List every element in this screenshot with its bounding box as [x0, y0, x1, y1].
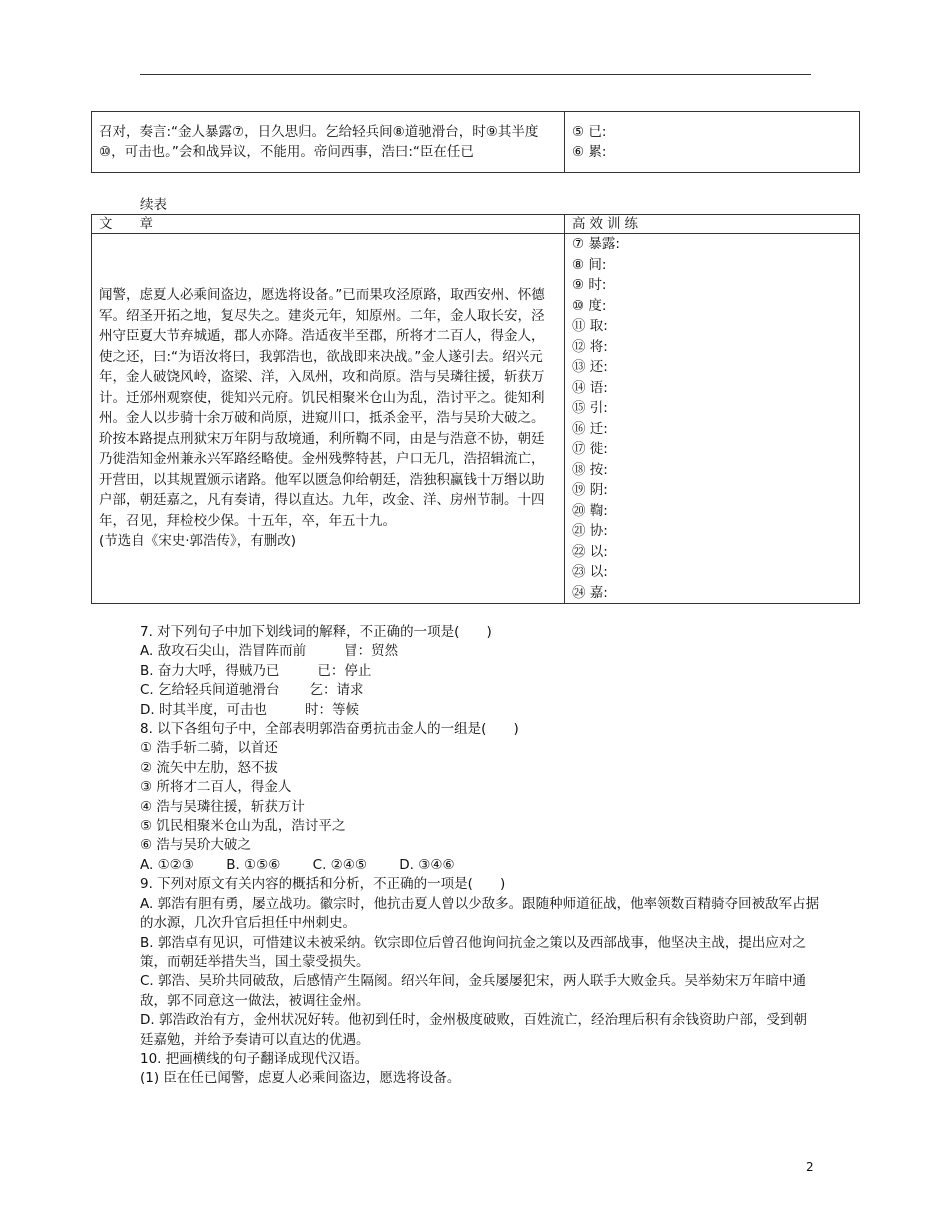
q7-option: B. 奋力大呼，得贼乃已 已：停止 — [140, 662, 372, 679]
q7-option: C. 乞给轻兵间道驰滑台 乞：请求 — [140, 682, 364, 699]
vocab-item: ⑭ 语: — [572, 379, 608, 396]
top-table-vocab — [565, 112, 860, 173]
questions — [140, 623, 820, 1089]
article-text: 闻警，虑夏人必乘间盗边，愿选将设备。”已而果攻泾原路，取西安州、怀德军。绍圣开拓之地，复尽失之。建炎元年，知原州。二年，金人取长安，泾州守臣夏大节弃城遁，郡人亦降。浩适夜半至郡，所将才二百人，得金人，使之还，曰:“为语汝将曰，我郭浩也，欲战即来决战。”金人遂引去。绍兴元年，金人破饶风岭，盗梁、洋，入凤州，攻和尚原。浩与吴璘往援，斩获万计。迁邠州观察使，徙知兴元府。饥民相聚米仓山为乱，浩讨平之。徙知利州。金人以步骑十余万破和尚原，进窥川口，抵杀金平，浩与吴玠大破之。玠按本路提点刑狱宋万年阴与敌境通，利所鞫不同，由是与浩意不协，朝廷乃徙浩知金州兼永兴军路经略使。金州残弊特甚，户口无几，浩招辑流亡，开营田，以其规置颁示诸路。他军以匮急仰给朝廷，浩独积赢钱十万缗以助户部，朝廷嘉之，凡有奏请，得以直达。九年，改金、洋、房州节制。十四年，召见，拜检校少保。十五年，卒，年五十九。 — [99, 287, 545, 529]
q8-item: ⑤ 饥民相聚米仓山为乱，浩讨平之 — [140, 818, 346, 835]
vocab-item: ⑫ 将: — [572, 338, 608, 355]
header-training: 高效训练 — [565, 215, 860, 234]
q8-item: ② 流矢中左肋，怒不拔 — [140, 759, 278, 776]
page-number: 2 — [806, 1160, 814, 1174]
vocab-item: ⑦ 暴露: — [572, 236, 620, 252]
vocab-item: ⑲ 阴: — [572, 482, 608, 498]
article-source: (节选自《宋史·郭浩传》，有删改) — [99, 533, 297, 550]
q9-option: A. 郭浩有胆有勇，屡立战功。徽宗时，他抗击夏人曾以少敌多。跟随种师道征战，他率领数百精骑夺回被敌军占据的水源，几次升官后担任中州刺史。 — [140, 895, 820, 932]
vocab-item: ⑱ 按: — [572, 461, 608, 478]
main-table — [91, 214, 860, 604]
q9-option: C. 郭浩、吴玠共同破敌，后感情产生隔阂。绍兴年间，金兵屡屡犯宋，两人联手大败金兵。吴举劾宋万年暗中通敌，郭不同意这一做法，被调往金州。 — [140, 973, 807, 1009]
vocab-item: ⑨ 时: — [572, 277, 607, 293]
q10-sub1: (1) 臣在任已闻警，虑夏人必乘间盗边，愿选将设备。 — [140, 1070, 461, 1087]
vocab-item: ⑪ 取: — [572, 318, 608, 334]
vocab-item: ㉒ 以: — [572, 543, 608, 560]
q8-item: ④ 浩与吴璘往援，斩获万计 — [140, 798, 305, 815]
q9-stem: 9. 下列对原文有关内容的概括和分析，不正确的一项是( ) — [140, 876, 506, 893]
continue-label: 续表 — [140, 197, 167, 213]
q9-option: B. 郭浩卓有见识，可惜建议未被采纳。钦宗即位后曾召他询问抗金之策以及西部战事，他坚决主战，提出应对之策，而朝廷举措失当，国土蒙受损失。 — [140, 934, 806, 970]
vocab-item: ⑰ 徙: — [572, 441, 608, 457]
vocab-item: ⑯ 迁: — [572, 420, 608, 437]
vocab-item: ㉑ 协: — [572, 523, 608, 539]
q7-option: A. 敌攻石尖山，浩冒阵而前 冒：贸然 — [140, 643, 399, 660]
q9-option: D. 郭浩政治有方，金州状况好转。他初到任时，金州极度破败，百姓流亡，经治理后积有余钱资助户部，受到朝廷嘉勉，并给予奏请可以直达的优遇。 — [140, 1012, 807, 1048]
q8-item: ① 浩手斩二骑，以首还 — [140, 740, 278, 757]
header-article: 文 章 — [92, 215, 565, 234]
vocab-item: ⑳ 鞫: — [572, 502, 608, 519]
vocab-cell — [565, 234, 860, 604]
vocab-item: ⑧ 间: — [572, 256, 607, 273]
q8-choice: A. ①②③ — [140, 856, 194, 873]
q8-item: ⑥ 浩与吴玠大破之 — [140, 837, 251, 854]
vocab-item: ⑬ 还: — [572, 359, 608, 375]
q8-stem: 8. 以下各组句子中，全部表明郭浩奋勇抗击金人的一组是( ) — [140, 721, 519, 738]
q8-choices — [140, 856, 820, 875]
q10-stem: 10. 把画横线的句子翻译成现代汉语。 — [140, 1050, 369, 1067]
top-table-text: 召对，奏言:“金人暴露⑦，日久思归。乞给轻兵间⑧道驰滑台，时⑨其半度⑩，可击也。”会和战异议，不能用。帝问西事，浩曰:“臣在任已 — [92, 112, 565, 173]
q8-choice: C. ②④⑤ — [312, 856, 367, 873]
vocab-item: ⑩ 度: — [572, 297, 607, 314]
q8-item: ③ 所将才二百人，得金人 — [140, 779, 292, 796]
q7-stem: 7. 对下列句子中加下划线词的解释，不正确的一项是( ) — [140, 624, 492, 640]
q8-choice: D. ③④⑥ — [399, 856, 455, 873]
vocab-item: ⑤ 已: — [572, 123, 607, 140]
vocab-item: ㉓ 以: — [572, 564, 608, 580]
vocab-item: ㉔ 嘉: — [572, 584, 608, 601]
top-table — [91, 111, 860, 173]
q8-choice: B. ①⑤⑥ — [226, 856, 281, 873]
vocab-item: ⑥ 累: — [572, 144, 607, 160]
header-rule — [140, 74, 811, 75]
article-cell — [92, 234, 565, 604]
q7-option: D. 时其半度，可击也 时：等候 — [140, 701, 359, 718]
vocab-item: ⑮ 引: — [572, 400, 608, 416]
